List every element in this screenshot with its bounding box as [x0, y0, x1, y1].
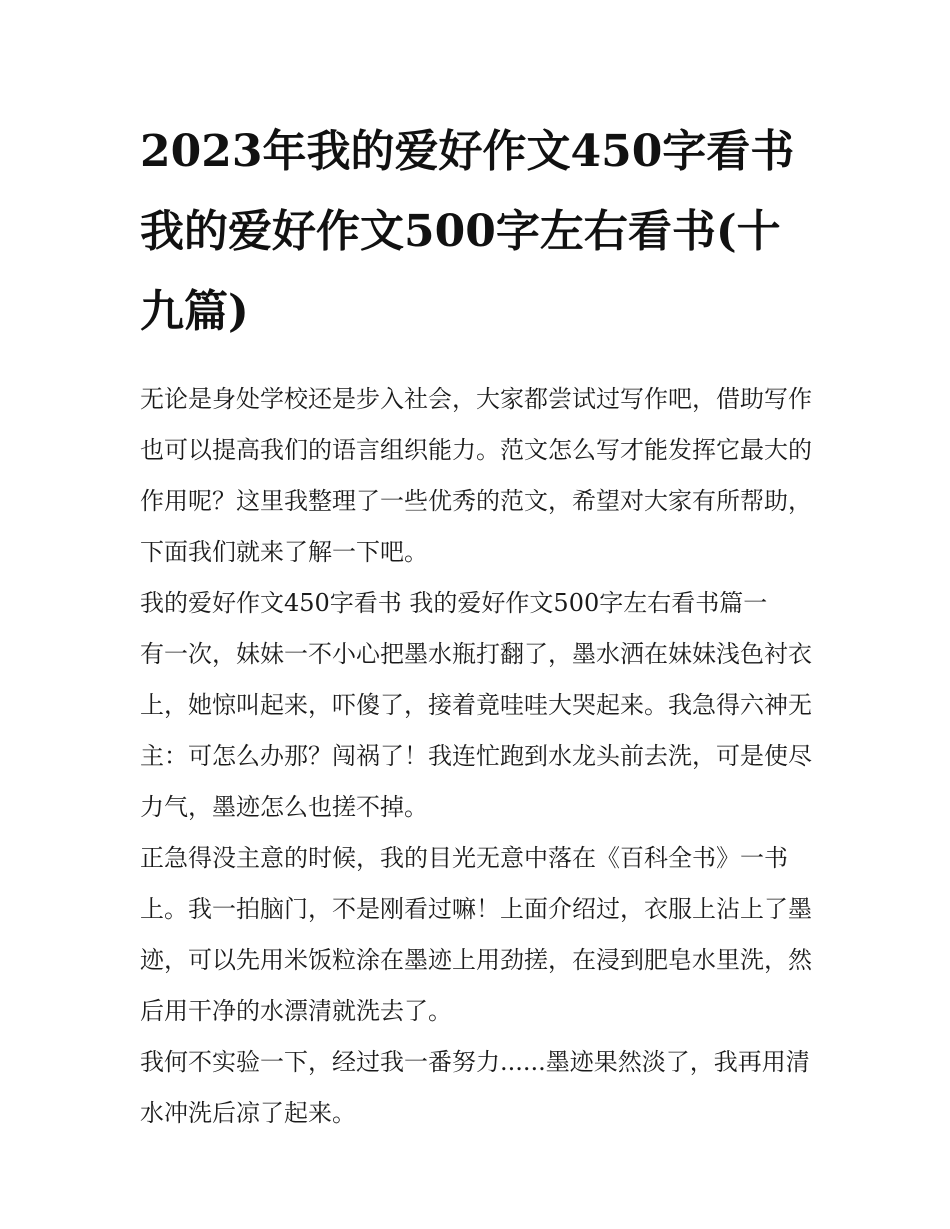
section-heading: 我的爱好作文450字看书 我的爱好作文500字左右看书篇一: [140, 589, 768, 617]
body-paragraph: 正急得没主意的时候，我的目光无意中落在《百科全书》一书上。我一拍脑门，不是刚看过嘛！上面介绍过，衣服上沾上了墨迹，可以先用米饭粒涂在墨迹上用劲搓，在浸到肥皂水里洗，然后用干净的水漂清就洗去了。: [140, 844, 812, 1025]
intro-paragraph: 无论是身处学校还是步入社会，大家都尝试过写作吧，借助写作也可以提高我们的语言组织能力。范文怎么写才能发挥它最大的作用呢？这里我整理了一些优秀的范文，希望对大家有所帮助，下面我们就来了解一下吧。: [140, 385, 812, 566]
body-paragraph: 有一次，妹妹一不小心把墨水瓶打翻了，墨水洒在妹妹浅色衬衣上，她惊叫起来，吓傻了，接着竟哇哇大哭起来。我急得六神无主：可怎么办那？闯祸了！我连忙跑到水龙头前去洗，可是使尽力气，墨迹怎么也搓不掉。: [140, 640, 812, 821]
document-page: [140, 112, 812, 1139]
document-title: 2023年我的爱好作文450字看书 我的爱好作文500字左右看书(十九篇): [140, 126, 795, 337]
body-paragraph: 我何不实验一下，经过我一番努力......墨迹果然淡了，我再用清水冲洗后凉了起来。: [140, 1048, 810, 1127]
